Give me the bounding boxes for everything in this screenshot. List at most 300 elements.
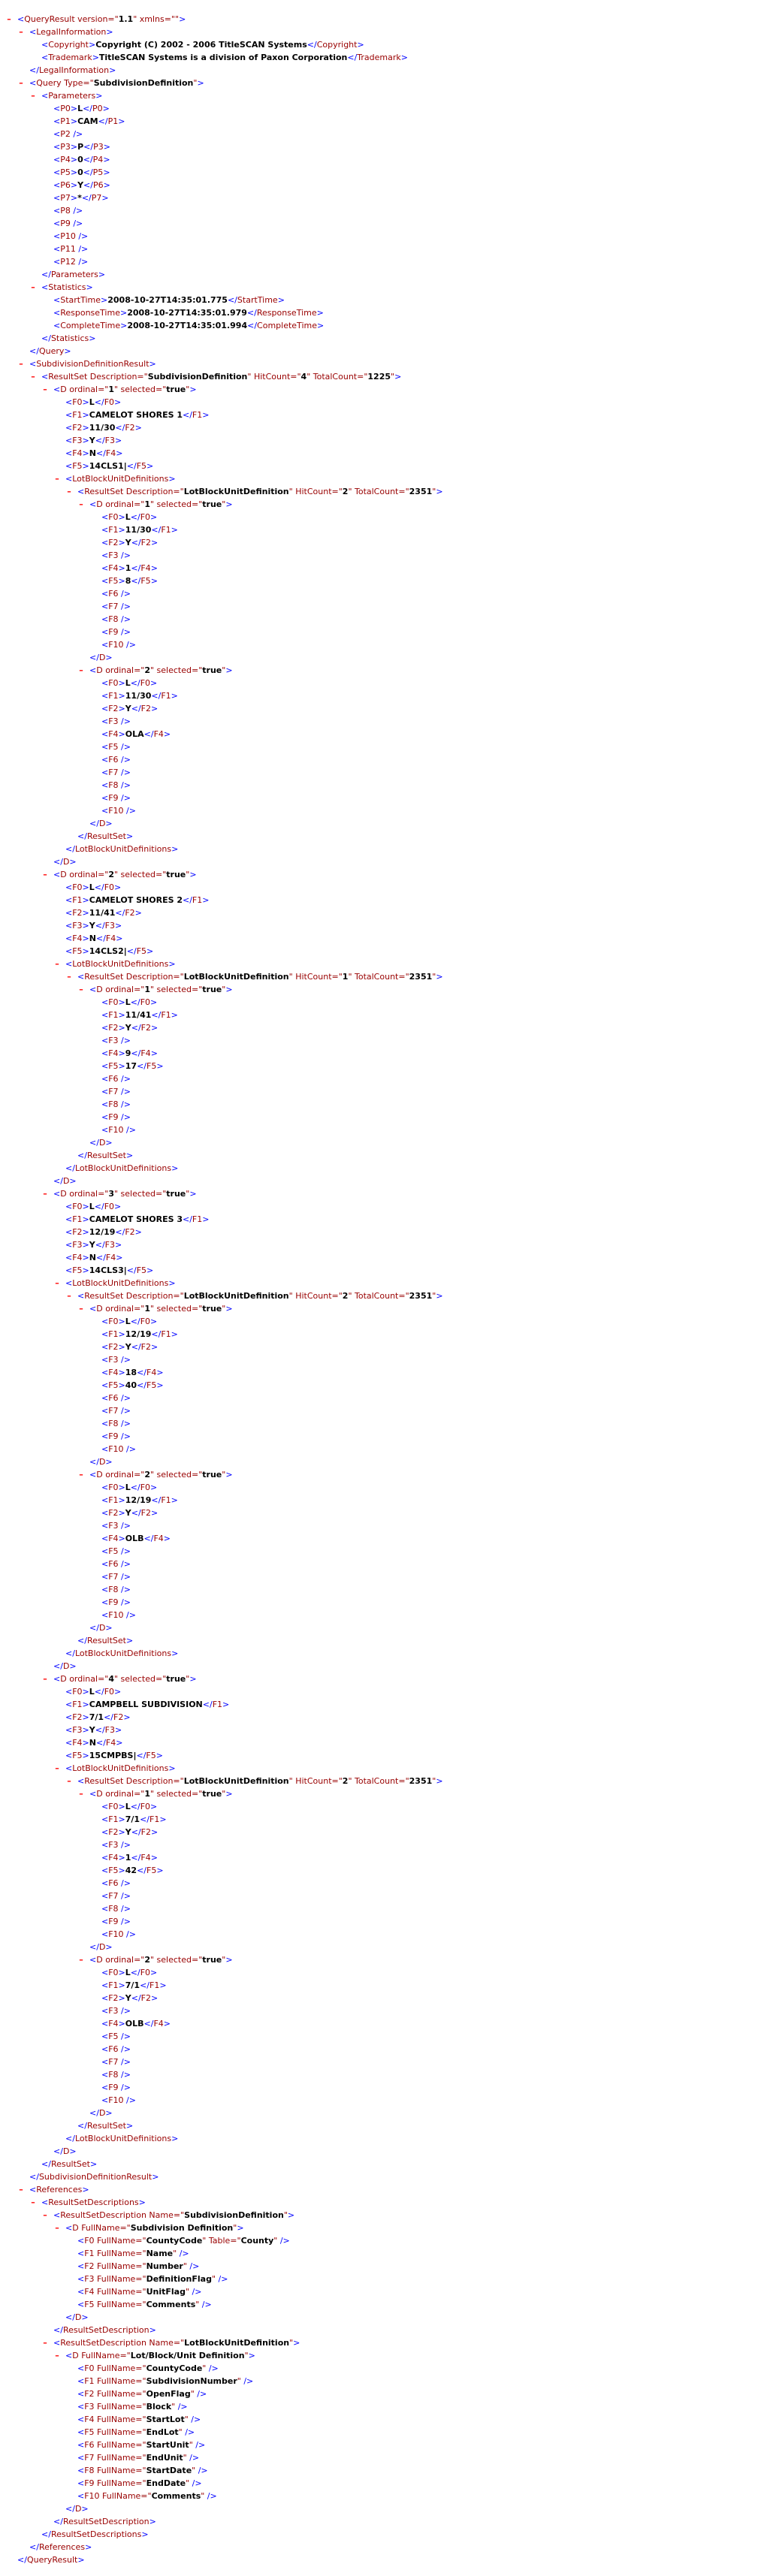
xml-markup: >: [189, 1674, 197, 1684]
xml-text-value: L: [89, 397, 95, 407]
xml-markup: >: [82, 1751, 89, 1760]
xml-line: [5, 766, 756, 779]
xml-tag-name: F4: [72, 934, 83, 943]
xml-line: [5, 881, 756, 894]
xml-markup: >: [105, 1942, 113, 1952]
xml-markup: <: [77, 2453, 85, 2463]
xml-tag-name: Parameters: [50, 270, 98, 279]
xml-tag-name: F0: [84, 2363, 95, 2373]
xml-attribute-value: true: [202, 1789, 222, 1799]
xml-line: [5, 1941, 756, 1953]
xml-line: [5, 1060, 756, 1072]
collapse-toggle-icon[interactable]: –: [79, 1789, 83, 1799]
xml-markup: <: [101, 806, 109, 816]
xml-markup: >: [119, 308, 128, 318]
xml-attribute-value: true: [166, 1189, 186, 1199]
collapse-toggle-icon[interactable]: –: [67, 1776, 71, 1786]
xml-text-value: 40: [125, 1380, 137, 1390]
xml-text-value: 15CMPBS|: [89, 1751, 137, 1760]
xml-markup: >: [149, 2517, 156, 2526]
xml-markup: >: [115, 921, 122, 931]
xml-tag-name: D: [72, 2351, 79, 2360]
xml-markup: >: [202, 410, 210, 420]
xml-markup: >: [118, 563, 125, 573]
xml-line: [5, 179, 756, 192]
xml-attribute-value: SubdivisionDefinition: [93, 78, 194, 88]
collapse-toggle-icon[interactable]: –: [43, 1674, 47, 1684]
xml-line: [5, 1417, 756, 1430]
xml-attribute-value: 1: [144, 985, 150, 994]
xml-tag-name: Copyright: [316, 40, 358, 50]
collapse-toggle-icon[interactable]: –: [79, 985, 83, 994]
xml-tag-name: F6: [108, 755, 119, 765]
xml-markup: <: [101, 1087, 109, 1096]
xml-tag-name: F5: [84, 2300, 95, 2309]
xml-markup: <: [65, 946, 73, 956]
xml-attribute-value: 3: [108, 1189, 114, 1199]
xml-markup: <: [101, 997, 109, 1007]
xml-markup: >: [88, 40, 96, 50]
xml-tag-name: F9: [108, 1917, 119, 1926]
xml-tag-name: F10: [108, 1125, 124, 1135]
xml-markup: />: [240, 2376, 254, 2386]
xml-attribute-value: 2: [342, 1776, 349, 1786]
xml-line: [5, 702, 756, 715]
xml-tag-name: F5: [136, 1265, 147, 1275]
xml-tag-name: F1: [72, 1214, 83, 1224]
xml-tag-name: D: [60, 1189, 67, 1199]
xml-markup: />: [123, 1444, 136, 1454]
xml-markup: <: [65, 1227, 73, 1237]
xml-markup: <: [101, 1036, 109, 1045]
xml-markup: <: [101, 1866, 109, 1875]
xml-markup: />: [123, 1125, 136, 1135]
xml-line: [5, 1519, 756, 1532]
xml-markup: >: [118, 1342, 125, 1352]
xml-line: [5, 843, 756, 855]
collapse-toggle-icon[interactable]: –: [79, 665, 83, 675]
xml-markup: </: [246, 308, 257, 318]
xml-tag-name: F3: [108, 2006, 119, 2016]
xml-markup: </: [81, 193, 92, 203]
xml-line: [5, 64, 756, 77]
xml-attribute-name: FullName=": [94, 2236, 146, 2246]
xml-line: [5, 1570, 756, 1583]
xml-markup: >: [77, 2555, 85, 2565]
xml-tag-name: F8: [108, 2070, 119, 2080]
collapse-toggle-icon[interactable]: –: [55, 2223, 59, 2233]
xml-attribute-value: UnitFlag: [146, 2287, 186, 2297]
xml-markup: </: [131, 538, 141, 547]
xml-markup: >: [116, 934, 123, 943]
xml-tag-name: F6: [84, 2440, 95, 2450]
xml-markup: >: [171, 1495, 178, 1505]
xml-markup: <: [101, 576, 109, 586]
xml-markup: >: [70, 155, 78, 164]
xml-tag-name: P3: [93, 142, 104, 152]
xml-markup: </: [104, 1712, 114, 1722]
collapse-toggle-icon[interactable]: –: [43, 2210, 47, 2220]
xml-attribute-value: EndDate: [146, 2478, 186, 2488]
xml-line: [5, 970, 756, 983]
collapse-toggle-icon[interactable]: –: [43, 870, 47, 879]
xml-tag-name: F4: [140, 1048, 151, 1058]
xml-markup: >: [171, 2134, 179, 2143]
collapse-toggle-icon[interactable]: –: [31, 282, 35, 292]
xml-attribute-value: 2351: [409, 1291, 433, 1301]
xml-markup: >: [82, 1253, 89, 1262]
xml-markup: <: [101, 768, 109, 777]
xml-tag-name: F1: [161, 1329, 171, 1339]
xml-markup: <: [77, 2376, 85, 2386]
xml-tag-name: ResultSet: [48, 372, 88, 382]
xml-line: [5, 1532, 756, 1545]
xml-tag-name: F2: [108, 1993, 119, 2003]
xml-markup: >: [118, 1827, 125, 1837]
xml-markup: >: [118, 1380, 125, 1390]
xml-line: [5, 1685, 756, 1698]
xml-attribute-name: ": [183, 2453, 187, 2463]
xml-tag-name: F8: [108, 780, 119, 790]
xml-markup: >: [118, 1010, 125, 1020]
xml-markup: </: [94, 1202, 104, 1211]
collapse-toggle-icon[interactable]: –: [55, 2351, 59, 2360]
collapse-toggle-icon[interactable]: –: [31, 372, 35, 382]
xml-markup: <: [101, 1495, 109, 1505]
collapse-toggle-icon[interactable]: –: [79, 1470, 83, 1480]
xml-line: [5, 1149, 756, 1162]
collapse-toggle-icon[interactable]: –: [19, 27, 23, 37]
xml-markup: >: [150, 576, 158, 586]
collapse-toggle-icon[interactable]: –: [55, 1278, 59, 1288]
xml-markup: <: [65, 1712, 73, 1722]
xml-tag-name: Parameters: [48, 91, 96, 101]
xml-markup: >: [277, 295, 285, 305]
xml-attribute-name: " selected=": [114, 385, 167, 394]
xml-markup: >: [82, 895, 89, 905]
xml-markup: </: [136, 1751, 146, 1760]
xml-attribute-name: ": [171, 2402, 176, 2412]
xml-line: [5, 715, 756, 728]
xml-tag-name: P7: [60, 193, 71, 203]
xml-markup: >: [120, 321, 128, 330]
xml-markup: >: [118, 704, 125, 713]
collapse-toggle-icon[interactable]: –: [43, 1189, 47, 1199]
xml-attribute-name: " selected=": [150, 1304, 203, 1314]
collapse-toggle-icon[interactable]: –: [31, 2197, 35, 2207]
xml-markup: />: [186, 2261, 200, 2271]
xml-tag-name: LotBlockUnitDefinitions: [72, 959, 169, 969]
xml-tag-name: ResponseTime: [256, 308, 317, 318]
xml-tag-name: CompleteTime: [60, 321, 121, 330]
xml-text-value: Y: [125, 1342, 131, 1352]
xml-tag-name: P0: [60, 104, 71, 113]
collapse-toggle-icon[interactable]: –: [79, 1955, 83, 1965]
xml-markup: <: [65, 1700, 73, 1709]
xml-tag-name: Trademark: [48, 53, 92, 62]
xml-markup: >: [237, 2223, 244, 2233]
xml-attribute-name: " xmlns="": [133, 14, 180, 24]
xml-markup: >: [115, 436, 122, 445]
xml-tag-name: F7: [108, 1572, 119, 1582]
xml-line: [5, 255, 756, 268]
xml-line: [5, 536, 756, 549]
xml-tag-name: F4: [108, 1368, 119, 1377]
xml-tag-name: F5: [146, 1866, 157, 1875]
xml-attribute-name: ": [432, 487, 436, 496]
xml-markup: >: [118, 678, 125, 688]
xml-attribute-name: " HitCount=": [288, 1291, 343, 1301]
xml-markup: >: [118, 1317, 125, 1326]
xml-markup: />: [70, 206, 83, 216]
xml-tag-name: F2: [108, 1023, 119, 1033]
xml-line: [5, 2413, 756, 2426]
xml-markup: </: [126, 946, 137, 956]
xml-markup: >: [141, 2529, 149, 2539]
xml-text-value: Y: [89, 921, 95, 931]
xml-markup: >: [82, 1265, 89, 1275]
xml-tag-name: F5: [108, 1061, 119, 1071]
xml-text-value: L: [125, 1968, 131, 1977]
xml-markup: </: [130, 1802, 140, 1811]
xml-markup: >: [150, 1483, 158, 1492]
xml-line: [5, 409, 756, 421]
xml-line: [5, 1353, 756, 1366]
xml-line: [5, 1468, 756, 1481]
xml-line: [5, 230, 756, 243]
xml-line: [5, 2451, 756, 2464]
collapse-toggle-icon[interactable]: –: [67, 487, 71, 496]
xml-markup: />: [123, 640, 136, 650]
collapse-toggle-icon[interactable]: –: [55, 1763, 59, 1773]
xml-line: [5, 383, 756, 396]
xml-markup: />: [75, 231, 89, 241]
xml-attribute-name: ": [190, 2389, 195, 2399]
xml-markup: />: [118, 2032, 131, 2041]
xml-markup: </: [95, 436, 105, 445]
xml-markup: />: [118, 755, 131, 765]
xml-markup: />: [118, 589, 131, 599]
xml-markup: <: [77, 1291, 85, 1301]
xml-markup: >: [163, 1534, 171, 1543]
xml-attribute-value: 2: [342, 487, 349, 496]
xml-markup: </: [151, 691, 162, 701]
xml-line: [5, 1583, 756, 1596]
xml-markup: </: [77, 2121, 87, 2131]
xml-markup: >: [156, 1061, 164, 1071]
xml-markup: <: [41, 2197, 49, 2207]
xml-text-value: L: [89, 882, 95, 892]
xml-attribute-value: 2: [144, 1470, 150, 1480]
xml-tag-name: ResultSet: [86, 1636, 126, 1645]
xml-markup: >: [82, 1202, 89, 1211]
collapse-toggle-icon[interactable]: –: [79, 499, 83, 509]
xml-tag-name: F5: [146, 1380, 157, 1390]
xml-markup: <: [29, 78, 37, 88]
xml-tag-name: F0: [108, 1483, 119, 1492]
collapse-toggle-icon[interactable]: –: [67, 972, 71, 982]
xml-tag-name: F5: [140, 576, 151, 586]
xml-line: [5, 485, 756, 498]
xml-line: [5, 89, 756, 102]
xml-markup: <: [101, 1814, 109, 1824]
xml-markup: >: [171, 1648, 179, 1658]
xml-tag-name: F5: [108, 1380, 119, 1390]
xml-attribute-name: ": [186, 385, 190, 394]
xml-text-value: CAM: [77, 116, 98, 126]
xml-markup: />: [75, 244, 89, 254]
xml-tag-name: F1: [84, 2376, 95, 2386]
xml-markup: >: [82, 934, 89, 943]
xml-attribute-value: 1: [108, 385, 114, 394]
collapse-toggle-icon[interactable]: –: [43, 385, 47, 394]
collapse-toggle-icon[interactable]: –: [79, 1304, 83, 1314]
xml-markup: />: [195, 2466, 208, 2475]
xml-tag-name: F7: [108, 1406, 119, 1416]
xml-markup: />: [118, 2006, 131, 2016]
collapse-toggle-icon[interactable]: –: [31, 91, 35, 101]
xml-markup: />: [118, 1406, 131, 1416]
xml-tag-name: F3: [108, 550, 119, 560]
xml-text-value: 17: [125, 1061, 137, 1071]
xml-line: [5, 753, 756, 766]
xml-markup: >: [225, 499, 233, 509]
xml-tag-name: D: [96, 985, 103, 994]
xml-line: [5, 2056, 756, 2068]
xml-markup: >: [118, 1483, 125, 1492]
xml-tag-name: F1: [161, 525, 171, 535]
xml-text-value: 14CLS1|: [89, 461, 127, 471]
xml-tag-name: LotBlockUnitDefinitions: [74, 844, 172, 854]
xml-text-value: 12/19: [89, 1227, 116, 1237]
xml-tag-name: F1: [192, 410, 203, 420]
xml-markup: <: [101, 1904, 109, 1914]
xml-markup: >: [197, 78, 204, 88]
collapse-toggle-icon[interactable]: –: [19, 359, 23, 369]
collapse-toggle-icon[interactable]: –: [55, 959, 59, 969]
xml-markup: >: [115, 1725, 122, 1735]
xml-line: [5, 1928, 756, 1941]
xml-markup: </: [115, 908, 125, 918]
xml-markup: </: [29, 2542, 39, 2552]
xml-tag-name: F9: [108, 1112, 119, 1122]
collapse-toggle-icon[interactable]: –: [7, 14, 11, 24]
xml-markup: >: [189, 1189, 197, 1199]
xml-tag-name: ResultSetDescription: [60, 2338, 146, 2348]
xml-markup: >: [118, 1814, 125, 1824]
xml-markup: <: [65, 1687, 73, 1697]
xml-markup: </: [130, 1317, 140, 1326]
xml-tag-name: F3: [104, 1725, 115, 1735]
xml-markup: <: [53, 308, 61, 318]
xml-markup: >: [105, 1623, 113, 1633]
xml-tag-name: F9: [108, 1431, 119, 1441]
xml-line: [5, 1851, 756, 1864]
xml-markup: >: [156, 1866, 164, 1875]
xml-attribute-name: ": [237, 2376, 241, 2386]
xml-tag-name: F4: [108, 729, 119, 739]
xml-tag-name: D: [96, 1955, 103, 1965]
xml-attribute-name: " selected=": [114, 1189, 167, 1199]
xml-line: [5, 868, 756, 881]
xml-line: [5, 1647, 756, 1660]
xml-markup: <: [101, 1112, 109, 1122]
xml-markup: <: [65, 1725, 73, 1735]
xml-line: [5, 932, 756, 945]
xml-tag-name: P11: [60, 244, 76, 254]
xml-tag-name: F10: [108, 1444, 124, 1454]
xml-markup: >: [70, 193, 78, 203]
xml-attribute-name: FullName=": [94, 2389, 146, 2399]
xml-attribute-name: ordinal=": [102, 1304, 145, 1314]
xml-markup: </: [53, 857, 63, 867]
xml-markup: <: [101, 614, 109, 624]
xml-line: [5, 638, 756, 651]
xml-markup: </: [53, 1661, 63, 1671]
xml-markup: >: [82, 397, 89, 407]
xml-markup: >: [82, 882, 89, 892]
xml-line: [5, 1290, 756, 1302]
xml-markup: >: [151, 1508, 159, 1518]
xml-markup: />: [216, 2274, 228, 2284]
xml-attribute-value: 1.1: [118, 14, 134, 24]
xml-line: [5, 2439, 756, 2451]
xml-line: [5, 830, 756, 843]
xml-text-value: L: [89, 1202, 95, 1211]
collapse-toggle-icon[interactable]: –: [19, 2185, 23, 2194]
xml-markup: >: [118, 997, 125, 1007]
collapse-toggle-icon[interactable]: –: [43, 2338, 47, 2348]
xml-attribute-value: 4: [300, 372, 307, 382]
xml-tag-name: F8: [108, 1904, 119, 1914]
xml-markup: >: [151, 1023, 159, 1033]
xml-line: [5, 1341, 756, 1353]
xml-markup: >: [171, 1329, 178, 1339]
xml-line: [5, 2387, 756, 2400]
xml-markup: </: [182, 895, 192, 905]
xml-markup: </: [29, 2172, 39, 2182]
xml-tag-name: F1: [212, 1700, 223, 1709]
collapse-toggle-icon[interactable]: –: [19, 78, 23, 88]
xml-line: [5, 1238, 756, 1251]
xml-text-value: Y: [125, 1827, 131, 1837]
xml-line: [5, 2349, 756, 2362]
xml-markup: >: [163, 2019, 171, 2029]
xml-attribute-value: LotBlockUnitDefinition: [184, 2338, 290, 2348]
xml-markup: >: [105, 2108, 113, 2118]
xml-line: [5, 1953, 756, 1966]
xml-markup: <: [101, 780, 109, 790]
xml-markup: <: [29, 2185, 37, 2194]
xml-markup: <: [101, 2070, 109, 2080]
xml-markup: <: [101, 2032, 109, 2041]
xml-tag-name: D: [98, 2108, 106, 2118]
xml-line: [5, 1047, 756, 1060]
collapse-toggle-icon[interactable]: –: [67, 1291, 71, 1301]
xml-attribute-name: ": [283, 2210, 288, 2220]
xml-tag-name: F5: [108, 576, 119, 586]
collapse-toggle-icon[interactable]: –: [55, 474, 59, 484]
xml-text-value: 11/30: [125, 691, 152, 701]
xml-markup: </: [130, 1483, 140, 1492]
xml-text-value: 7/1: [125, 1814, 140, 1824]
xml-tag-name: F8: [108, 1419, 119, 1428]
xml-tag-name: ResponseTime: [60, 308, 120, 318]
xml-line: [5, 1455, 756, 1468]
xml-tag-name: F5: [136, 946, 147, 956]
xml-tag-name: F0: [104, 1687, 115, 1697]
xml-line: [5, 281, 756, 294]
